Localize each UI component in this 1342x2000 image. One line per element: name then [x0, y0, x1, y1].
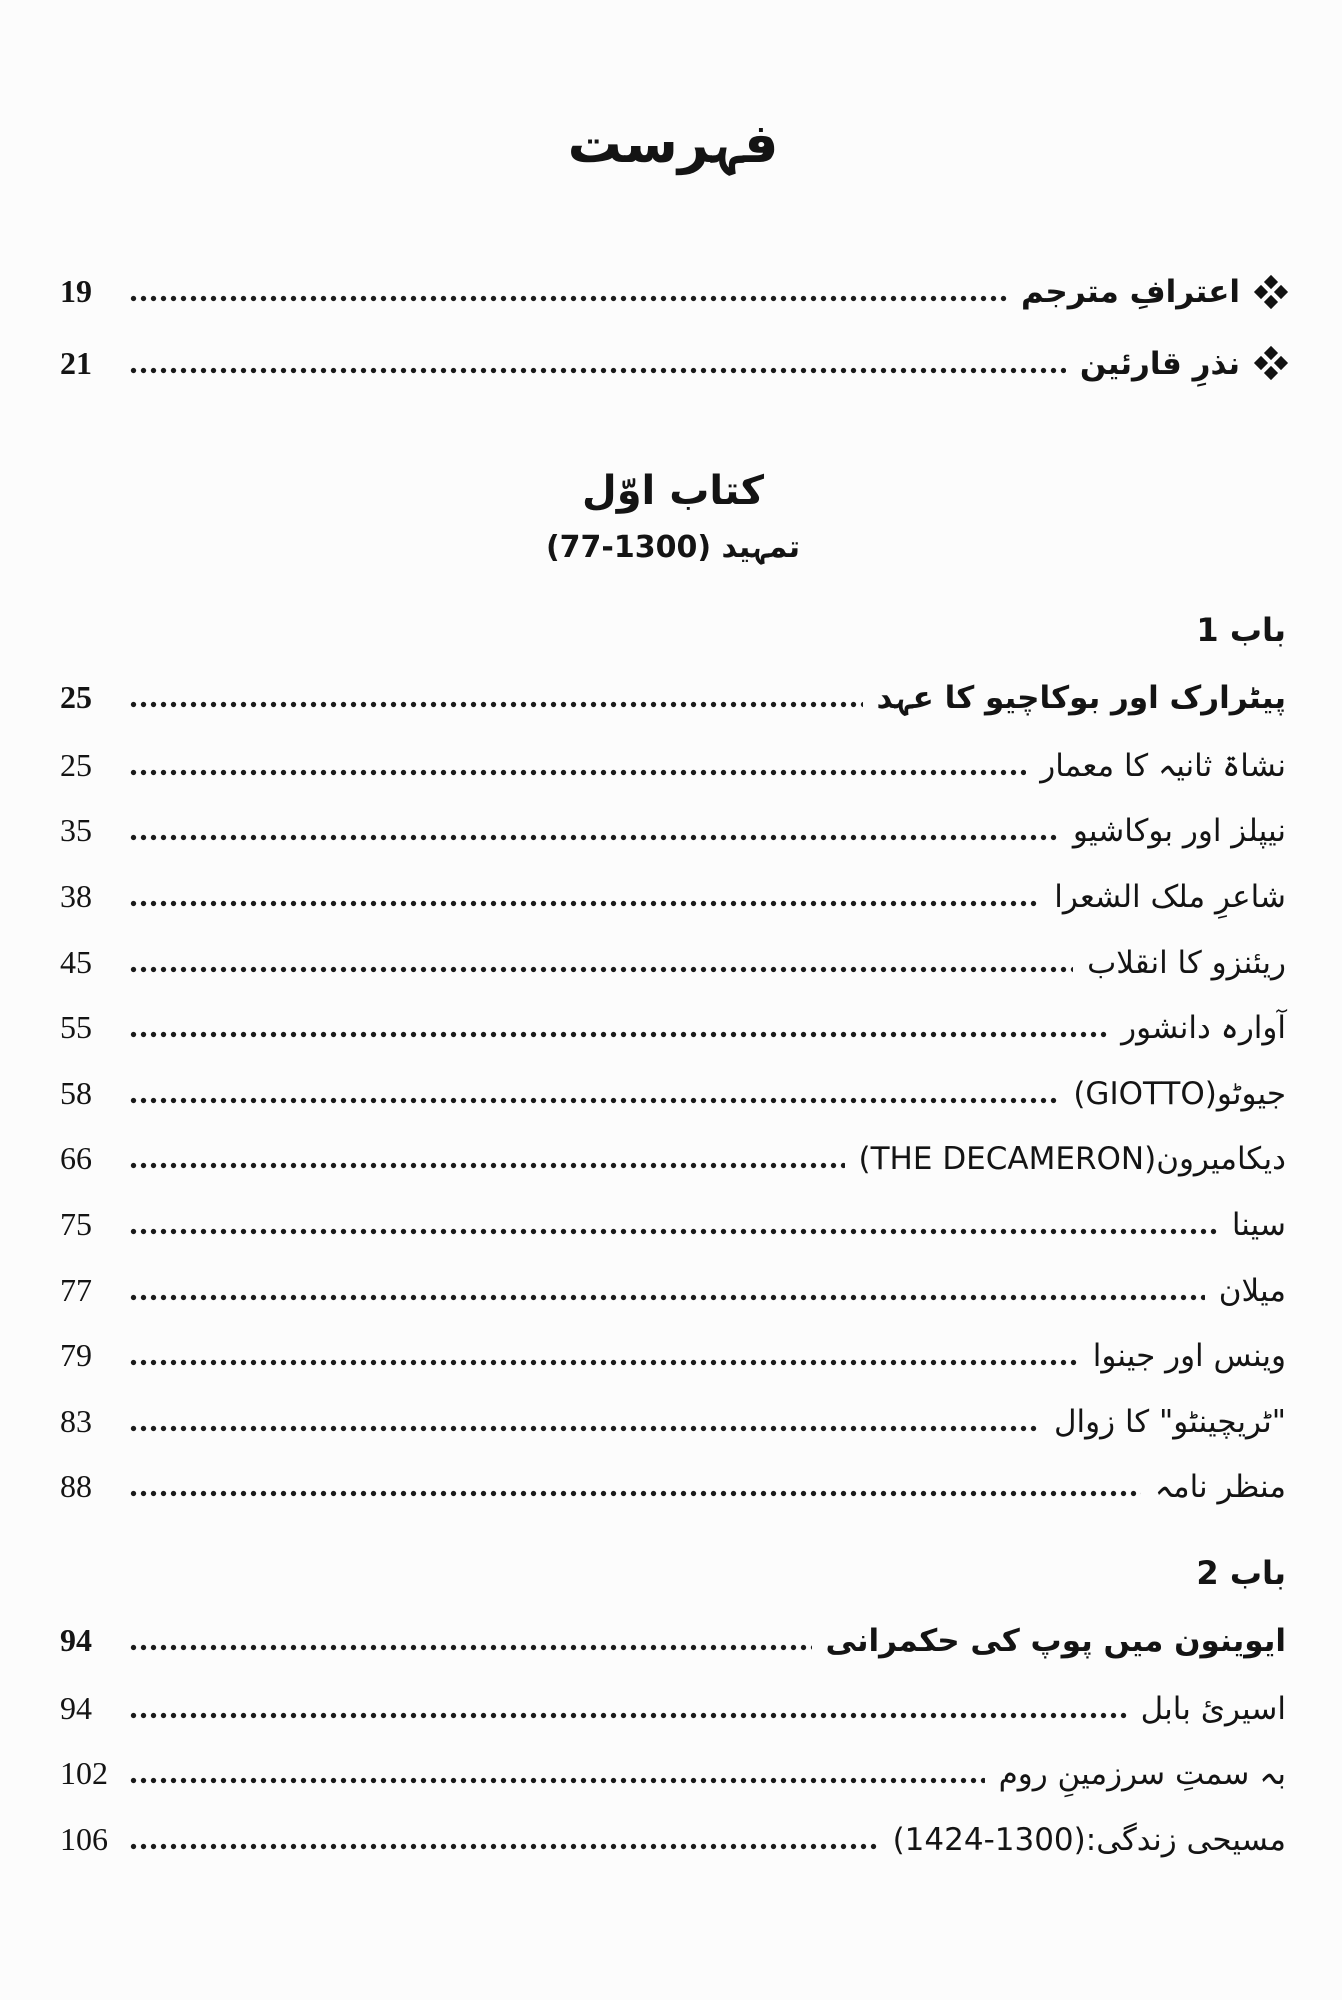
- toc-entry-page: 75: [60, 1205, 92, 1242]
- toc-entry-page: 94: [60, 1689, 92, 1726]
- toc-row: [60, 942, 1286, 984]
- book-heading: [60, 468, 1286, 565]
- dot-leader: [130, 1294, 1205, 1301]
- chapter-list: [60, 611, 1286, 1860]
- dot-leader: [130, 769, 1026, 776]
- toc-entry-page: 66: [60, 1140, 92, 1177]
- toc-entry-label: دیکامیرون(THE DECAMERON): [858, 1141, 1286, 1178]
- toc-entry-page: 21: [60, 344, 92, 381]
- toc-row: [60, 1270, 1286, 1312]
- toc-entry-page: 19: [60, 273, 92, 309]
- dot-leader: [130, 1162, 845, 1169]
- toc-row: [60, 745, 1286, 787]
- dot-leader: [130, 900, 1040, 907]
- toc-row: [60, 343, 1286, 385]
- toc-row: [60, 1007, 1286, 1049]
- toc-entry-page: 58: [60, 1074, 92, 1111]
- toc-row: [60, 1819, 1286, 1861]
- toc-row: [60, 1204, 1286, 1246]
- toc-entry-label: اسیریٔ بابل: [1140, 1690, 1286, 1727]
- toc-row: [60, 1688, 1286, 1730]
- toc-entry-label: اعترافِ مترجم: [1021, 274, 1240, 310]
- toc-entry-label: نشاۃ ثانیہ کا معمار: [1040, 747, 1286, 784]
- toc-row: [60, 1620, 1286, 1662]
- toc-row: [60, 1335, 1286, 1377]
- dot-leader: [130, 1777, 985, 1784]
- diamond-bullet-icon: [1256, 348, 1286, 378]
- dot-leader: [130, 1490, 1141, 1497]
- toc-entry-page: 94: [60, 1621, 92, 1658]
- toc-row: [60, 1753, 1286, 1795]
- dot-leader: [130, 1031, 1107, 1038]
- toc-entry-label: ایوینون میں پوپ کی حکمرانی: [825, 1622, 1286, 1659]
- book-subtitle: تمہید (1300-77): [545, 530, 801, 566]
- toc-row: [60, 876, 1286, 918]
- dot-leader: [130, 1097, 1059, 1104]
- toc-entry-page: 79: [60, 1337, 92, 1374]
- toc-entry-label: سینا: [1231, 1206, 1286, 1243]
- toc-entry-page: 77: [60, 1271, 92, 1308]
- dot-leader: [130, 834, 1059, 841]
- toc-row: [60, 810, 1286, 852]
- dot-leader: [130, 1359, 1079, 1366]
- toc-entry-page: 83: [60, 1402, 92, 1439]
- toc-entry-page: 25: [60, 746, 92, 783]
- toc-entry-page: 102: [60, 1755, 108, 1792]
- dot-leader: [130, 367, 1066, 374]
- toc-entry-label: جیوٹو(GIOTTO): [1073, 1075, 1286, 1112]
- toc-entry-label: مسیحی زندگی:(1300-1424): [892, 1821, 1286, 1858]
- toc-entry-label: پیٹرارک اور بوکاچیو کا عہد: [876, 680, 1286, 717]
- toc-entry-page: 88: [60, 1468, 92, 1505]
- toc-row: [60, 677, 1286, 719]
- diamond-bullet-icon: [1256, 277, 1286, 307]
- front-matter-list: [60, 271, 1286, 384]
- toc-entry-label: منظر نامہ: [1154, 1469, 1286, 1506]
- dot-leader: [130, 1843, 879, 1850]
- toc-entry-page: 55: [60, 1009, 92, 1046]
- toc-row: [60, 271, 1286, 313]
- toc-entry-page: 35: [60, 812, 92, 849]
- toc-entry-page: 106: [60, 1820, 108, 1857]
- toc-entry-label: نذرِ قارئین: [1079, 345, 1240, 382]
- toc-entry-label: نیپلز اور بوکاشیو: [1072, 813, 1286, 850]
- book-title: کتاب اوّل: [581, 468, 764, 515]
- toc-entry-page: 25: [60, 679, 92, 716]
- toc-entry-label: ریئنزو کا انقلاب: [1087, 944, 1286, 981]
- toc-entry-label: وینس اور جینوا: [1092, 1338, 1286, 1375]
- dot-leader: [130, 1712, 1127, 1719]
- toc-row: [60, 1466, 1286, 1508]
- toc-row: [60, 1401, 1286, 1443]
- toc-entry-label: آوارہ دانشور: [1121, 1010, 1286, 1047]
- dot-leader: [130, 1644, 812, 1651]
- dot-leader: [130, 295, 1007, 302]
- toc-entry-label: شاعرِ ملک الشعرا: [1054, 878, 1286, 915]
- chapter-heading: باب 2: [1196, 1553, 1286, 1592]
- toc-entry-page: 38: [60, 877, 92, 914]
- dot-leader: [130, 966, 1073, 973]
- toc-row: [60, 1073, 1286, 1115]
- dot-leader: [130, 1228, 1218, 1235]
- dot-leader: [130, 701, 863, 708]
- dot-leader: [130, 1425, 1040, 1432]
- toc-entry-label: "ٹریچینٹو" کا زوال: [1054, 1403, 1286, 1440]
- toc-row: [60, 1138, 1286, 1180]
- chapter-heading: باب 1: [1196, 611, 1286, 650]
- toc-entry-label: میلان: [1218, 1272, 1286, 1309]
- toc-entry-page: 45: [60, 943, 92, 980]
- toc-entry-label: بہ سمتِ سرزمینِ روم: [998, 1756, 1286, 1793]
- page-title: فہرست: [567, 112, 779, 175]
